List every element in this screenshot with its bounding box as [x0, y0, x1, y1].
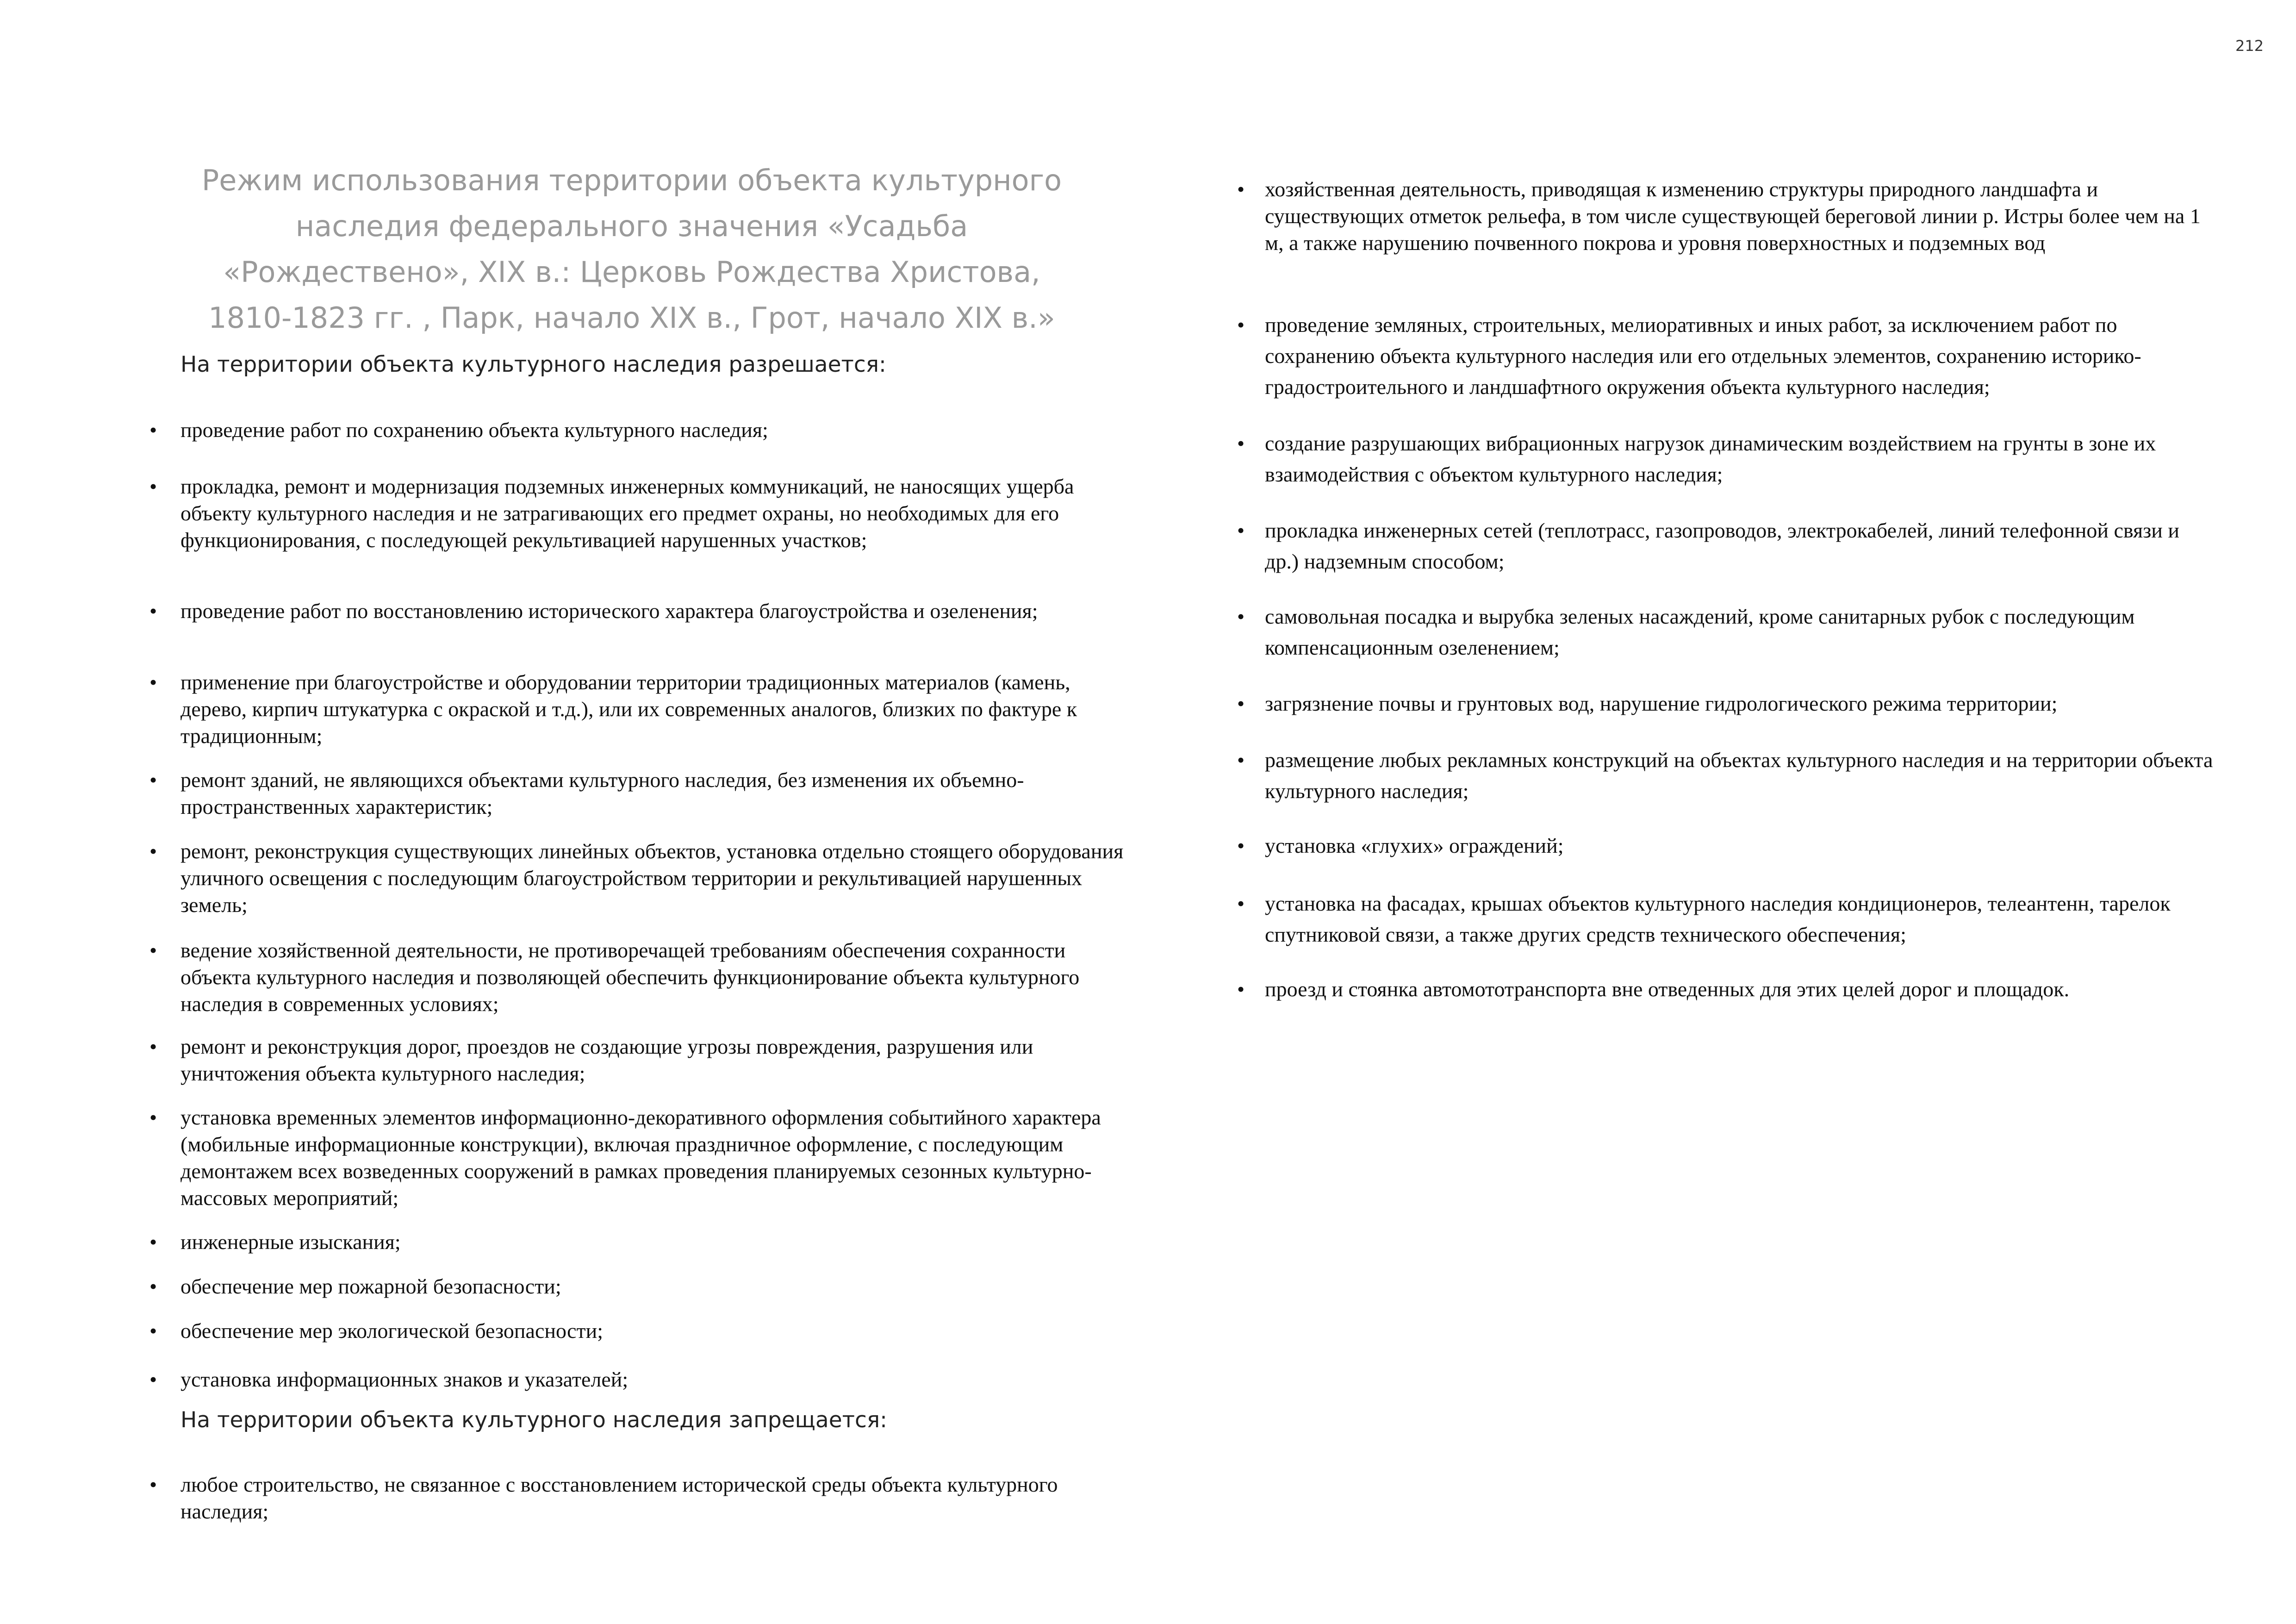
list-item: [149, 937, 1126, 1018]
list-item-text: хозяйственная деятельность, приводящая к изменению структуры природного ландшафта и существующих отметок рельефа, в том числе существующей береговой линии р. Истры более чем на 1 м, а также нарушению почвенного покрова и уровня поверхностных и подземных вод: [1265, 177, 2201, 255]
bullet-icon: •: [1237, 177, 1245, 201]
list-item-text: размещение любых рекламных конструкций на объектах культурного наследия и на территории объекта культурного наследия;: [1265, 748, 2213, 803]
title-line: 1810-1823 гг. , Парк, начало XIX в., Грот, начало XIX в.»: [208, 301, 1055, 335]
list-item: [149, 598, 1126, 625]
list-item-text: проведение земляных, строительных, мелиоративных и иных работ, за исключением работ по сохранению объекта культурного наследия или его отдельных элементов, сохранению историко-градостроительного и ландшафтного окружения объекта культурного наследия;: [1265, 313, 2141, 399]
bullet-icon: •: [1237, 692, 1245, 715]
bullet-icon: •: [149, 768, 157, 792]
bullet-icon: •: [1237, 431, 1245, 455]
list-item: [1237, 830, 2218, 861]
list-item: [1237, 176, 2218, 256]
list-item: [149, 669, 1126, 750]
list-item-text: ремонт и реконструкция дорог, проездов не создающие угрозы повреждения, разрушения или уничтожения объекта культурного наследия;: [180, 1035, 1033, 1085]
list-item-text: прокладка инженерных сетей (теплотрасс, газопроводов, электрокабелей, линий телефонной связи и др.) надземным способом;: [1265, 518, 2180, 573]
title-line: наследия федерального значения «Усадьба: [295, 209, 968, 243]
list-item: [1237, 515, 2218, 577]
list-item-text: проведение работ по сохранению объекта культурного наследия;: [180, 418, 768, 442]
list-item: [149, 1033, 1126, 1087]
bullet-icon: •: [1237, 834, 1245, 857]
list-item: [1237, 688, 2218, 719]
list-item-text: проведение работ по восстановлению исторического характера благоустройства и озеленения;: [180, 599, 1038, 623]
bullet-icon: •: [149, 475, 157, 498]
list-item: [149, 1273, 1126, 1300]
list-item-text: ведение хозяйственной деятельности, не противоречащей требованиям обеспечения сохранности объекта культурного наследия и позволяющей обеспечить функционирование объекта культурного наследия в современных условиях;: [180, 938, 1080, 1016]
list-item: [149, 1318, 1126, 1344]
list-item-text: применение при благоустройстве и оборудовании территории традиционных материалов (камень, дерево, кирпич штукатурка с окраской и т.д.), или их современных аналогов, близких по фактуре к традиционным;: [180, 670, 1077, 748]
list-item-text: ремонт зданий, не являющихся объектами культурного наследия, без изменения их объемно-пространственных характеристик;: [180, 768, 1024, 818]
bullet-icon: •: [149, 1274, 157, 1298]
list-item-text: обеспечение мер пожарной безопасности;: [180, 1274, 561, 1298]
bullet-icon: •: [1237, 748, 1245, 772]
list-item: [149, 838, 1126, 918]
list-item-text: любое строительство, не связанное с восстановлением исторической среды объекта культурного наследия;: [180, 1473, 1058, 1523]
list-item: [1237, 428, 2218, 490]
list-item: [149, 473, 1126, 554]
bullet-icon: •: [1237, 605, 1245, 628]
bullet-icon: •: [1237, 977, 1245, 1001]
page-number: 212: [2235, 37, 2264, 55]
bullet-icon: •: [149, 1106, 157, 1129]
bullet-icon: •: [149, 418, 157, 442]
bullet-icon: •: [149, 1035, 157, 1058]
list-item-text: ремонт, реконструкция существующих линейных объектов, установка отдельно стоящего оборудования уличного освещения с последующим благоустройством территории и рекультивацией нарушенных земель;: [180, 839, 1124, 917]
list-item: [1237, 601, 2218, 663]
bullet-icon: •: [149, 1368, 157, 1391]
list-item: [1237, 744, 2218, 806]
bullet-icon: •: [149, 1230, 157, 1254]
bullet-icon: •: [149, 1473, 157, 1496]
list-item-text: установка на фасадах, крышах объектов культурного наследия кондиционеров, телеантенн, тарелок спутниковой связи, а также других средств технического обеспечения;: [1265, 892, 2171, 946]
bullet-icon: •: [149, 839, 157, 863]
forbidden-heading: На территории объекта культурного наследия запрещается:: [180, 1407, 887, 1433]
bullet-icon: •: [1237, 518, 1245, 542]
list-item-text: обеспечение мер экологической безопасности;: [180, 1319, 604, 1343]
list-item-text: создание разрушающих вибрационных нагрузок динамическим воздействием на грунты в зоне их взаимодействия с объектом культурного наследия;: [1265, 431, 2156, 486]
title-line: Режим использования территории объекта культурного: [201, 163, 1062, 197]
list-item-text: инженерные изыскания;: [180, 1230, 401, 1254]
list-item-text: прокладка, ремонт и модернизация подземных инженерных коммуникаций, не наносящих ущерба объекту культурного наследия и не затрагивающих его предмет охраны, но необходимых для его функционирования, с последующей рекультивацией нарушенных участков;: [180, 475, 1074, 552]
list-item: [149, 1104, 1126, 1212]
list-item: [1237, 309, 2218, 402]
title-line: «Рождествено», XIX в.: Церковь Рождества Христова,: [223, 255, 1040, 289]
list-item: [149, 1229, 1126, 1255]
bullet-icon: •: [1237, 313, 1245, 337]
list-item-text: загрязнение почвы и грунтовых вод, нарушение гидрологического режима территории;: [1265, 692, 2058, 715]
bullet-icon: •: [149, 599, 157, 623]
list-item: [149, 1366, 1126, 1393]
bullet-icon: •: [149, 1319, 157, 1343]
list-item: [149, 767, 1126, 820]
list-item-text: установка информационных знаков и указателей;: [180, 1368, 628, 1391]
bullet-icon: •: [149, 670, 157, 694]
bullet-icon: •: [149, 938, 157, 962]
list-item-text: самовольная посадка и вырубка зеленых насаждений, кроме санитарных рубок с последующим компенсационным озеленением;: [1265, 605, 2135, 659]
list-item: [1237, 974, 2218, 1005]
list-item-text: проезд и стоянка автомототранспорта вне отведенных для этих целей дорог и площадок.: [1265, 977, 2070, 1001]
allowed-heading: На территории объекта культурного наследия разрешается:: [180, 352, 886, 377]
list-item-text: установка временных элементов информационно-декоративного оформления событийного характера (мобильные информационные конструкции), включая праздничное оформление, с последующим демонтажем всех возведенных сооружений в рамках проведения планируемых сезонных культурно-массовых мероприятий;: [180, 1106, 1101, 1210]
page-title: [139, 157, 1125, 341]
bullet-icon: •: [1237, 892, 1245, 915]
list-item: [149, 1471, 1126, 1525]
list-item: [1237, 888, 2218, 950]
list-item: [149, 417, 1126, 443]
list-item-text: установка «глухих» ограждений;: [1265, 834, 1564, 857]
